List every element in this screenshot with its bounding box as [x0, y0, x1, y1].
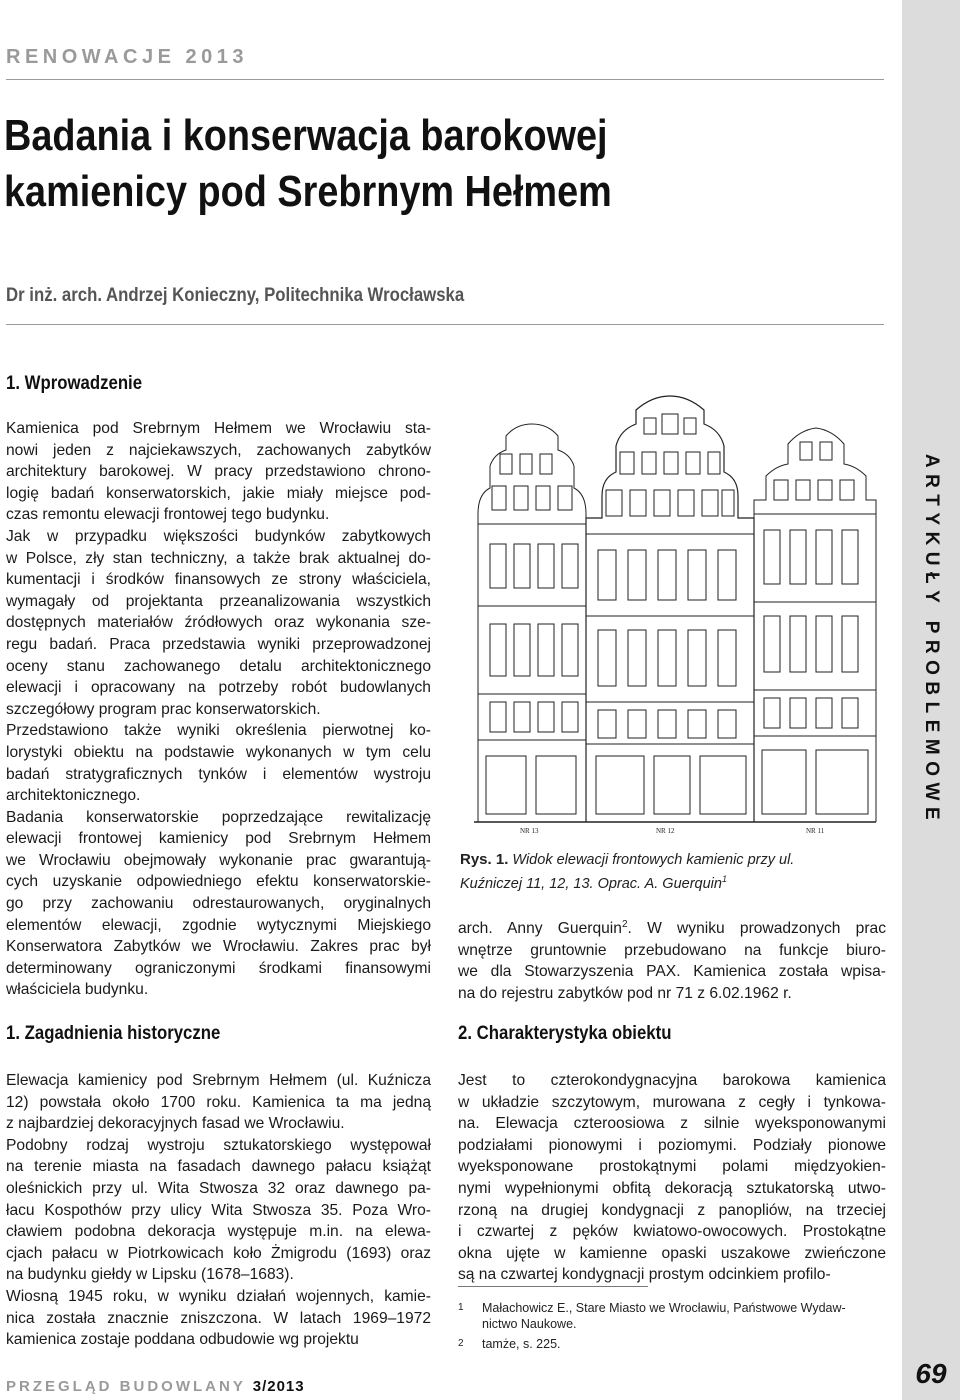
text-line: Elewacja kamienicy pod Srebrnym Hełmem (ul. Kuźnicza	[6, 1072, 431, 1089]
footnote	[458, 1300, 890, 1316]
article-title	[4, 108, 761, 220]
text-line: elewacji frontowej kamienicy pod Srebrnym Hełmem	[6, 830, 431, 848]
text-line: na. Elewacja czteroosiowa z silnie wyeksponowanymi	[458, 1115, 886, 1133]
footnote	[458, 1316, 890, 1332]
page-number: 69	[915, 1358, 947, 1389]
text-line: na terenie miasta na fasadach dawnego pałacu książąt	[6, 1158, 431, 1176]
text-line: cych uzyskanie odpowiedniego efektu konserwatorskie-	[6, 873, 431, 891]
text-line: badań stratygraficznych tynków i elementów wystroju	[6, 765, 431, 783]
characteristics-text	[458, 1070, 886, 1286]
history-text	[6, 1070, 431, 1351]
drawing-label-12: NR 12	[656, 827, 675, 834]
text-line: nica została znacznie zniszczona. W latach 1969–1972	[6, 1309, 431, 1327]
figure-caption: Rys. 1. Widok elewacji frontowych kamienic przy ul. Kuźniczej 11, 12, 13. Oprac. A. Guerquin$^1$	[460, 851, 795, 892]
intro-text	[6, 418, 431, 1001]
footnotes	[458, 1300, 890, 1356]
journal-footer: PRZEGLĄD BUDOWLANY 3/2013	[6, 1378, 305, 1395]
author-line: Dr inż. arch. Andrzej Konieczny, Politechnika Wrocławska	[6, 284, 465, 306]
text-line: lorystyki obiektu na podstawie wykonanych w tym celu	[6, 743, 431, 761]
text-line: okna ujęte w kamienne opaski uszakowe zwieńczone	[458, 1244, 886, 1262]
text-line: szczegółowy program prac konserwatorskich.	[6, 700, 321, 718]
text-line: w układzie szczytowym, murowana z cegły i tynkowa-	[458, 1093, 886, 1111]
footnote-rule	[458, 1286, 648, 1287]
facade-drawing	[456, 384, 896, 834]
footnote	[458, 1336, 890, 1352]
text-line: właściciela budynku.	[6, 981, 149, 999]
drawing-label-13: NR 13	[520, 827, 539, 834]
caption-label: Rys. 1.	[460, 851, 509, 868]
text-line: w Polsce, zły stan techniczny, a także brak aktualnej do-	[6, 549, 431, 567]
text-line: Przedstawiono także wyniki określenia pierwotnej ko-	[6, 722, 431, 740]
top-rule	[6, 79, 884, 80]
text-line: są na czwartej kondygnacji prostym odcinkiem profilo-	[458, 1266, 831, 1284]
footnote-text: tamże, s. 225.	[482, 1337, 561, 1351]
title-line: Badania i konserwacja barokowej	[4, 111, 608, 160]
text-line: kamienica zostaje poddana odbudowie wg projektu	[6, 1331, 359, 1349]
text-line: cjach pałacu w Piotrkowicach koło Żmigrodu (1693) oraz	[6, 1244, 431, 1262]
text-line: wymagały od projektanta przeanalizowania wszystkich	[6, 592, 431, 610]
text-line: oleśnickich przy ul. Wita Stwosza 32 oraz dawnego pa-	[6, 1179, 431, 1197]
heading-history: 1. Zagadnienia historyczne	[6, 1022, 221, 1044]
text-line: z najbardziej dekoracyjnych fasad we Wrocławiu.	[6, 1115, 345, 1133]
text-line: go przy zachowaniu odrestaurowanych, oryginalnych	[6, 895, 431, 913]
text-line: elewacji i opracowany na potrzeby robót budowlanych	[6, 679, 431, 697]
text-line: wyeksponowane prostokątnymi polami międzyokien-	[458, 1158, 886, 1176]
text-line: architektury barokowej. W pracy przedstawiono chrono-	[6, 463, 431, 481]
text-line: Kamienica pod Srebrnym Hełmem we Wrocławiu sta-	[6, 420, 431, 437]
text-line: Badania konserwatorskie poprzedzające rewitalizację	[6, 808, 431, 826]
text-line: kumentacji i środków finansowych ze strony właściciela,	[6, 571, 431, 589]
text-line: łacu Kospothów przy ulicy Wita Stwosza 35. Poza Wro-	[6, 1201, 431, 1219]
text-line: oceny stanu zachowanego detalu architektonicznego	[6, 657, 431, 675]
text-line: nymi wypełnionymi obfitą dekoracją sztukatorską utwo-	[458, 1179, 886, 1197]
footnote-number: 2	[458, 1338, 464, 1349]
footnote-text: nictwo Naukowe.	[482, 1317, 577, 1331]
text-line: we Wrocławiu obejmowały wykonanie prac gwarantują-	[6, 851, 431, 869]
heading-characteristics: 2. Charakterystyka obiektu	[458, 1022, 672, 1044]
text-line: nowi jeden z najciekawszych, zachowanych zabytków	[6, 441, 431, 459]
author-rule	[6, 324, 884, 325]
text-line: podziałami pionowymi i poziomymi. Podziały pionowe	[458, 1136, 886, 1154]
text-line: Jest to czterokondygnacyjna barokowa kamienica	[458, 1072, 886, 1089]
right-top-text: arch. Anny Guerquin$^2$. W wyniku prowadzonych prac wnętrze gruntownie przebudowano na funkcje biuro- we dla Stowarzyszenia PAX. Kamienica została wpisa- na do rejestru zabytków pod nr 71 z 6.02.1962 r.	[458, 918, 886, 1002]
footnote-number: 1	[458, 1302, 464, 1313]
title-line: kamienicy pod Srebrnym Hełmem	[4, 167, 612, 216]
text-line: rzoną na drugiej kondygnacji z panopliów, na trzeciej	[458, 1201, 886, 1219]
text-line: cławiem podobna dekoracja występuje m.in. na elewa-	[6, 1223, 431, 1241]
text-line: czas remontu elewacji frontowej tego budynku.	[6, 506, 330, 524]
text-line: determinowany ograniczonymi środkami finansowymi	[6, 959, 431, 977]
text-line: Konserwatora Zabytków we Wrocławiu. Zakres prac był	[6, 938, 431, 956]
text-line: na budynku giełdy w Lipsku (1678–1683).	[6, 1266, 294, 1284]
footnote-text: Małachowicz E., Stare Miasto we Wrocławiu, Państwowe Wydaw-	[482, 1301, 846, 1315]
text-line: dostępnych materiałów źródłowych oraz wykonania sze-	[6, 614, 431, 632]
drawing-label-11: NR 11	[806, 827, 825, 834]
text-line: architektonicznego.	[6, 787, 141, 805]
text-line: Wiosną 1945 roku, w wyniku działań wojennych, kamie-	[6, 1287, 431, 1305]
text-line: regu badań. Praca przedstawia wyniki przeprowadzonej	[6, 635, 431, 653]
text-line: elementów elewacji, zgodnie wytycznymi Miejskiego	[6, 916, 431, 934]
heading-introduction: 1. Wprowadzenie	[6, 372, 143, 394]
text-line: Podobny rodzaj wystroju sztukatorskiego występował	[6, 1136, 431, 1154]
text-line: logię badań konserwatorskich, jakie miały miejsce pod-	[6, 484, 431, 502]
text-line: 12) powstała około 1700 roku. Kamienica ta ma jedną	[6, 1093, 431, 1111]
text-line: Jak w przypadku większości budynków zabytkowych	[6, 527, 431, 545]
text-line: i czwartej z pęków kwiatowo-owocowych. Prostokątne	[458, 1223, 886, 1241]
section-side-label: ARTYKUŁY PROBLEMOWE	[921, 453, 942, 827]
series-label: RENOWACJE 2013	[6, 46, 248, 68]
